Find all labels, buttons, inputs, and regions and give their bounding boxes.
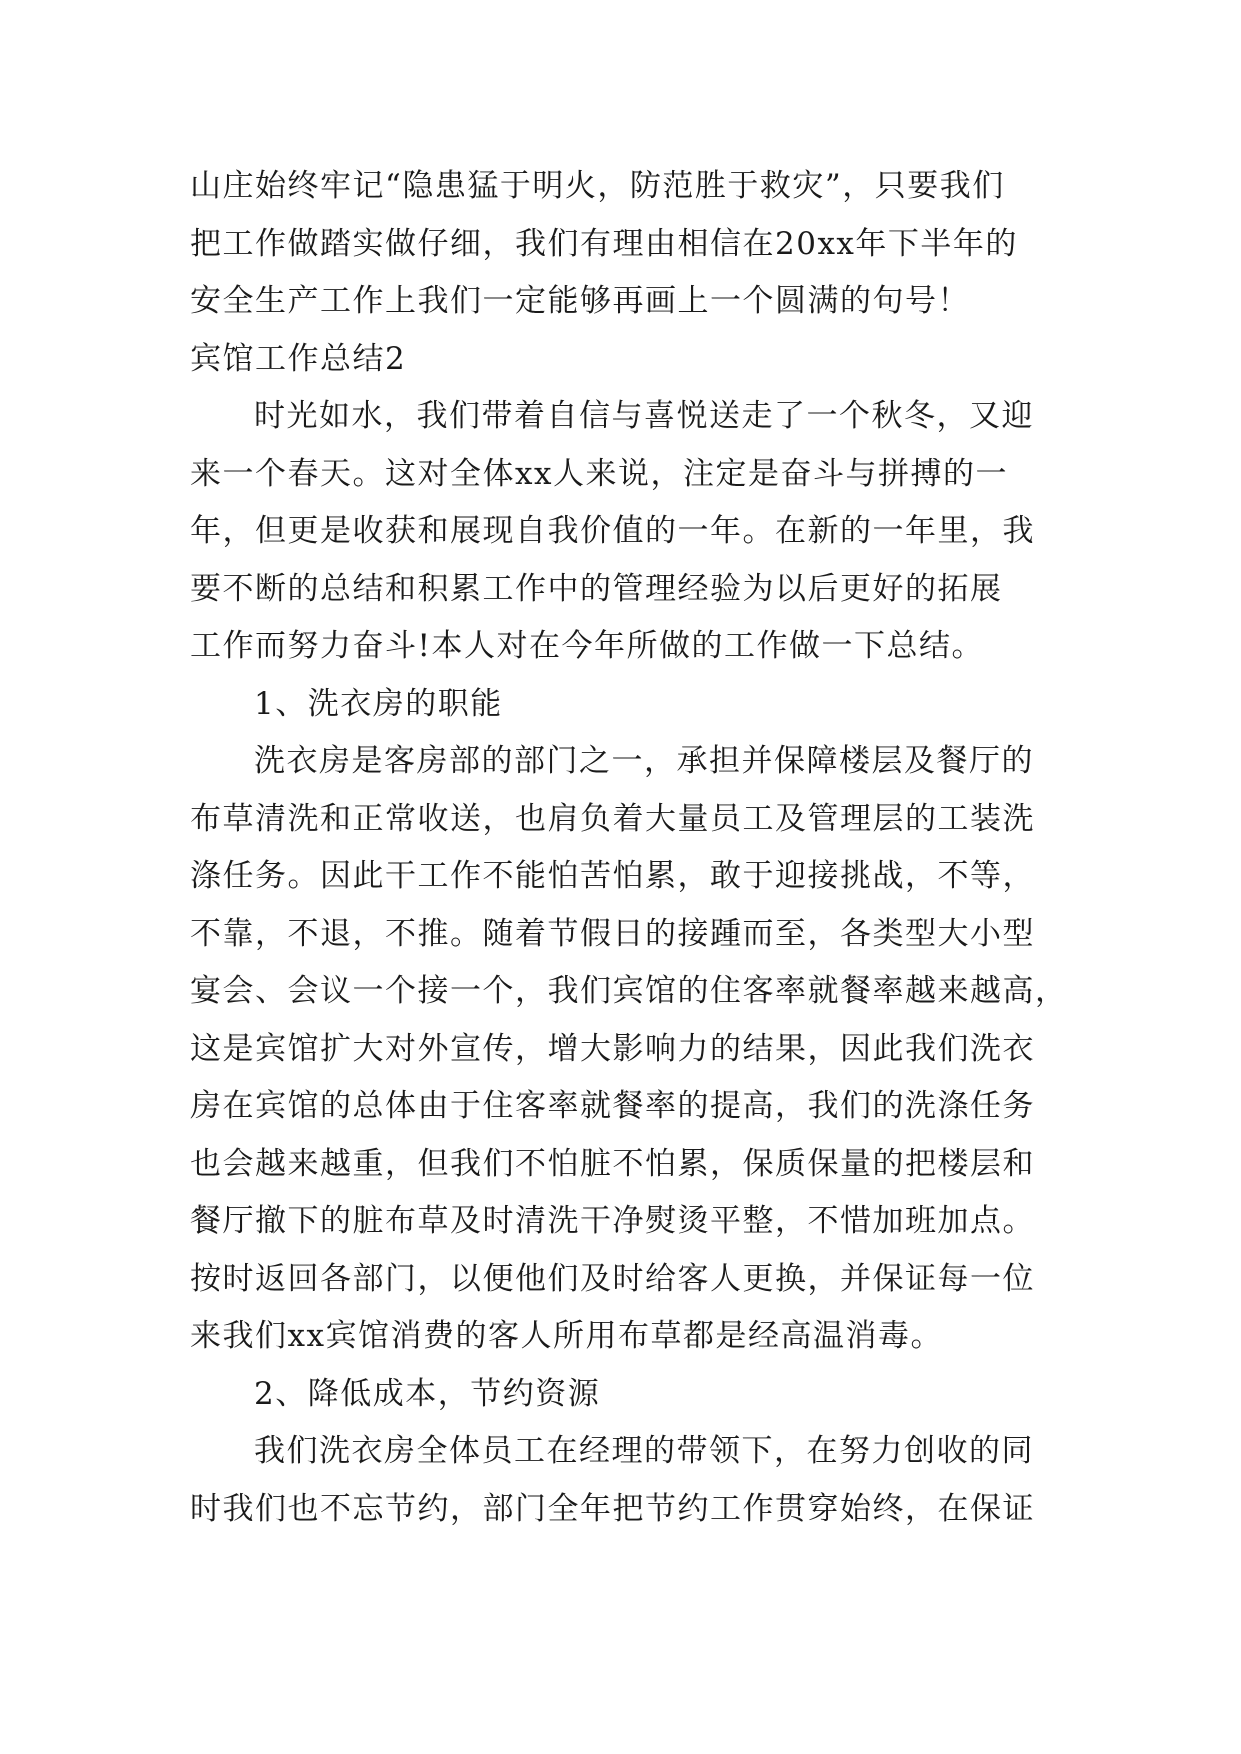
text-line: 工作而努力奋斗!本人对在今年所做的工作做一下总结。 (190, 628, 984, 664)
text-line: 把工作做踏实做仔细，我们有理由相信在20xx年下半年的 (190, 225, 1018, 262)
text-line: 2、降低成本，节约资源 (254, 1375, 601, 1412)
text-line: 餐厅撤下的脏布草及时清洗干净熨烫平整，不惜加班加点。 (190, 1203, 1035, 1239)
text-line: 要不断的总结和积累工作中的管理经验为以后更好的拓展 (190, 570, 1003, 607)
text-line: 洗衣房是客房部的部门之一，承担并保障楼层及餐厅的 (254, 743, 1034, 779)
text-line: 安全生产工作上我们一定能够再画上一个圆满的句号！ (190, 283, 970, 319)
text-line: 1、洗衣房的职能 (254, 685, 503, 722)
text-line: 布草清洗和正常收送，也肩负着大量员工及管理层的工装洗 (190, 800, 1035, 837)
text-line: 我们洗衣房全体员工在经理的带领下，在努力创收的同 (254, 1433, 1034, 1469)
text-line: 按时返回各部门，以便他们及时给客人更换，并保证每一位 (190, 1260, 1035, 1297)
text-line: 宴会、会议一个接一个，我们宾馆的住客率就餐率越来越高， (190, 973, 1068, 1009)
text-line: 不靠，不退，不推。随着节假日的接踵而至，各类型大小型 (190, 915, 1035, 952)
text-line: 年，但更是收获和展现自我价值的一年。在新的一年里，我 (190, 513, 1035, 549)
text-line: 房在宾馆的总体由于住客率就餐率的提高，我们的洗涤任务 (190, 1088, 1035, 1124)
document-body (190, 158, 1080, 1538)
text-line: 山庄始终牢记“隐患猛于明火，防范胜于救灾”，只要我们 (190, 168, 1005, 204)
text-line: 来我们xx宾馆消费的客人所用布草都是经高温消毒。 (190, 1318, 943, 1354)
text-line: 时光如水，我们带着自信与喜悦送走了一个秋冬，又迎 (254, 398, 1034, 434)
text-line: 时我们也不忘节约，部门全年把节约工作贯穿始终，在保证 (190, 1490, 1035, 1527)
text-line: 这是宾馆扩大对外宣传，增大影响力的结果，因此我们洗衣 (190, 1030, 1035, 1067)
text-line: 也会越来越重，但我们不怕脏不怕累，保质保量的把楼层和 (190, 1145, 1035, 1182)
text-line: 涤任务。因此干工作不能怕苦怕累，敢于迎接挑战，不等， (190, 858, 1035, 894)
text-line: 来一个春天。这对全体xx人来说，注定是奋斗与拼搏的一 (190, 455, 1008, 492)
text-line: 宾馆工作总结2 (190, 340, 407, 377)
